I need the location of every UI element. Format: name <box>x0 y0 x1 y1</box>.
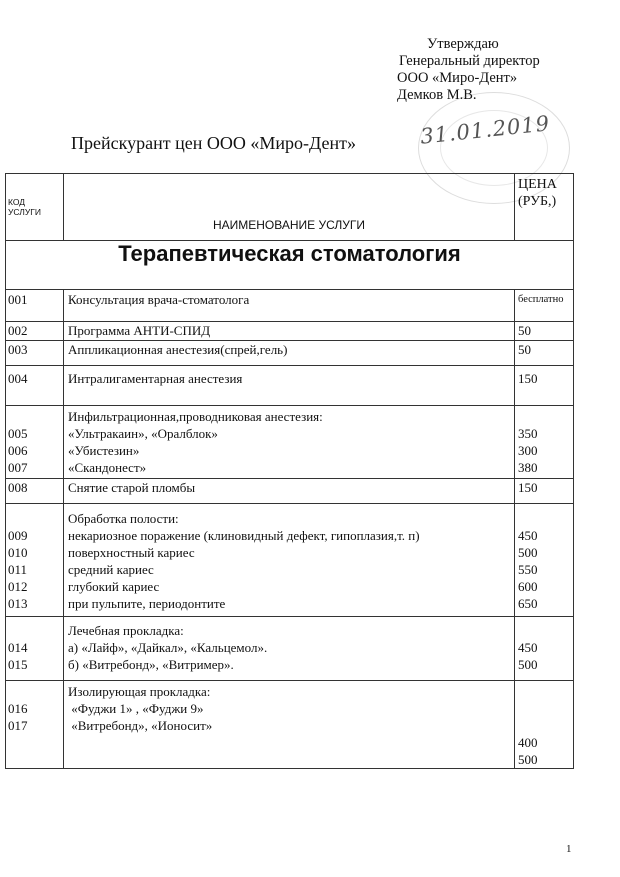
row-service-list: Лечебная прокладка: а) «Лайф», «Дайкал», «Кальцемол». б) «Витребонд», «Витример». <box>64 617 515 681</box>
section-title: Терапевтическая стоматология <box>6 241 574 290</box>
table-row-group <box>6 504 574 617</box>
row-service-list: Инфильтрационная,проводниковая анестезия: «Ультракаин», «Оралблок» «Убистезин» «Скандонест» <box>64 406 515 479</box>
header-name: НАИМЕНОВАНИЕ УСЛУГИ <box>64 174 515 241</box>
row-price: бесплатно <box>515 290 574 322</box>
row-price-list: 400 500 <box>515 681 574 769</box>
row-price: 150 <box>515 479 574 504</box>
row-service: Консультация врача-стоматолога <box>64 290 515 322</box>
table-row <box>6 290 574 322</box>
header-code: КОД УСЛУГИ <box>6 174 64 241</box>
section-row <box>6 241 574 290</box>
table-row <box>6 479 574 504</box>
approval-line: Демков М.В. <box>397 87 477 103</box>
row-price: 50 <box>515 341 574 366</box>
row-price: 150 <box>515 366 574 406</box>
row-code-list: 014 015 <box>6 617 64 681</box>
row-code-list: 005 006 007 <box>6 406 64 479</box>
approval-line: ООО «Миро-Дент» <box>397 70 518 86</box>
header-price: ЦЕНА (РУБ,) <box>515 174 574 241</box>
row-code: 003 <box>6 341 64 366</box>
signature-date: 31.01.2019 <box>419 111 552 149</box>
row-service: Программа АНТИ-СПИД <box>64 322 515 341</box>
price-table <box>5 173 574 769</box>
row-service-list: Изолирующая прокладка: «Фуджи 1» , «Фуджи 9» «Витребонд», «Ионосит» <box>64 681 515 769</box>
row-code-list: 009 010 011 012 013 <box>6 504 64 617</box>
table-row-group <box>6 617 574 681</box>
page-number: 1 <box>566 843 572 855</box>
row-code: 008 <box>6 479 64 504</box>
row-code: 002 <box>6 322 64 341</box>
page-title: Прейскурант цен ООО «Миро-Дент» <box>71 133 356 153</box>
row-service: Интралигаментарная анестезия <box>64 366 515 406</box>
row-code: 001 <box>6 290 64 322</box>
approval-block <box>397 36 540 104</box>
table-row-group <box>6 406 574 479</box>
row-code-list: 016 017 <box>6 681 64 769</box>
approval-line: Генеральный директор <box>399 53 540 69</box>
table-row <box>6 341 574 366</box>
row-service: Аппликационная анестезия(спрей,гель) <box>64 341 515 366</box>
table-header <box>6 174 574 241</box>
table-row <box>6 366 574 406</box>
row-price-list: 450 500 550 600 650 <box>515 504 574 617</box>
table-row <box>6 322 574 341</box>
row-service-list: Обработка полости: некариозное поражение (клиновидный дефект, гипоплазия,т. п) поверхностный кариес средний кариес глубокий кариес при пульпите, периодонтите <box>64 504 515 617</box>
row-price-list: 450 500 <box>515 617 574 681</box>
row-price-list: 350 300 380 <box>515 406 574 479</box>
row-code: 004 <box>6 366 64 406</box>
table-row-group <box>6 681 574 769</box>
row-service: Снятие старой пломбы <box>64 479 515 504</box>
row-price: 50 <box>515 322 574 341</box>
approval-line: Утверждаю <box>427 36 499 52</box>
